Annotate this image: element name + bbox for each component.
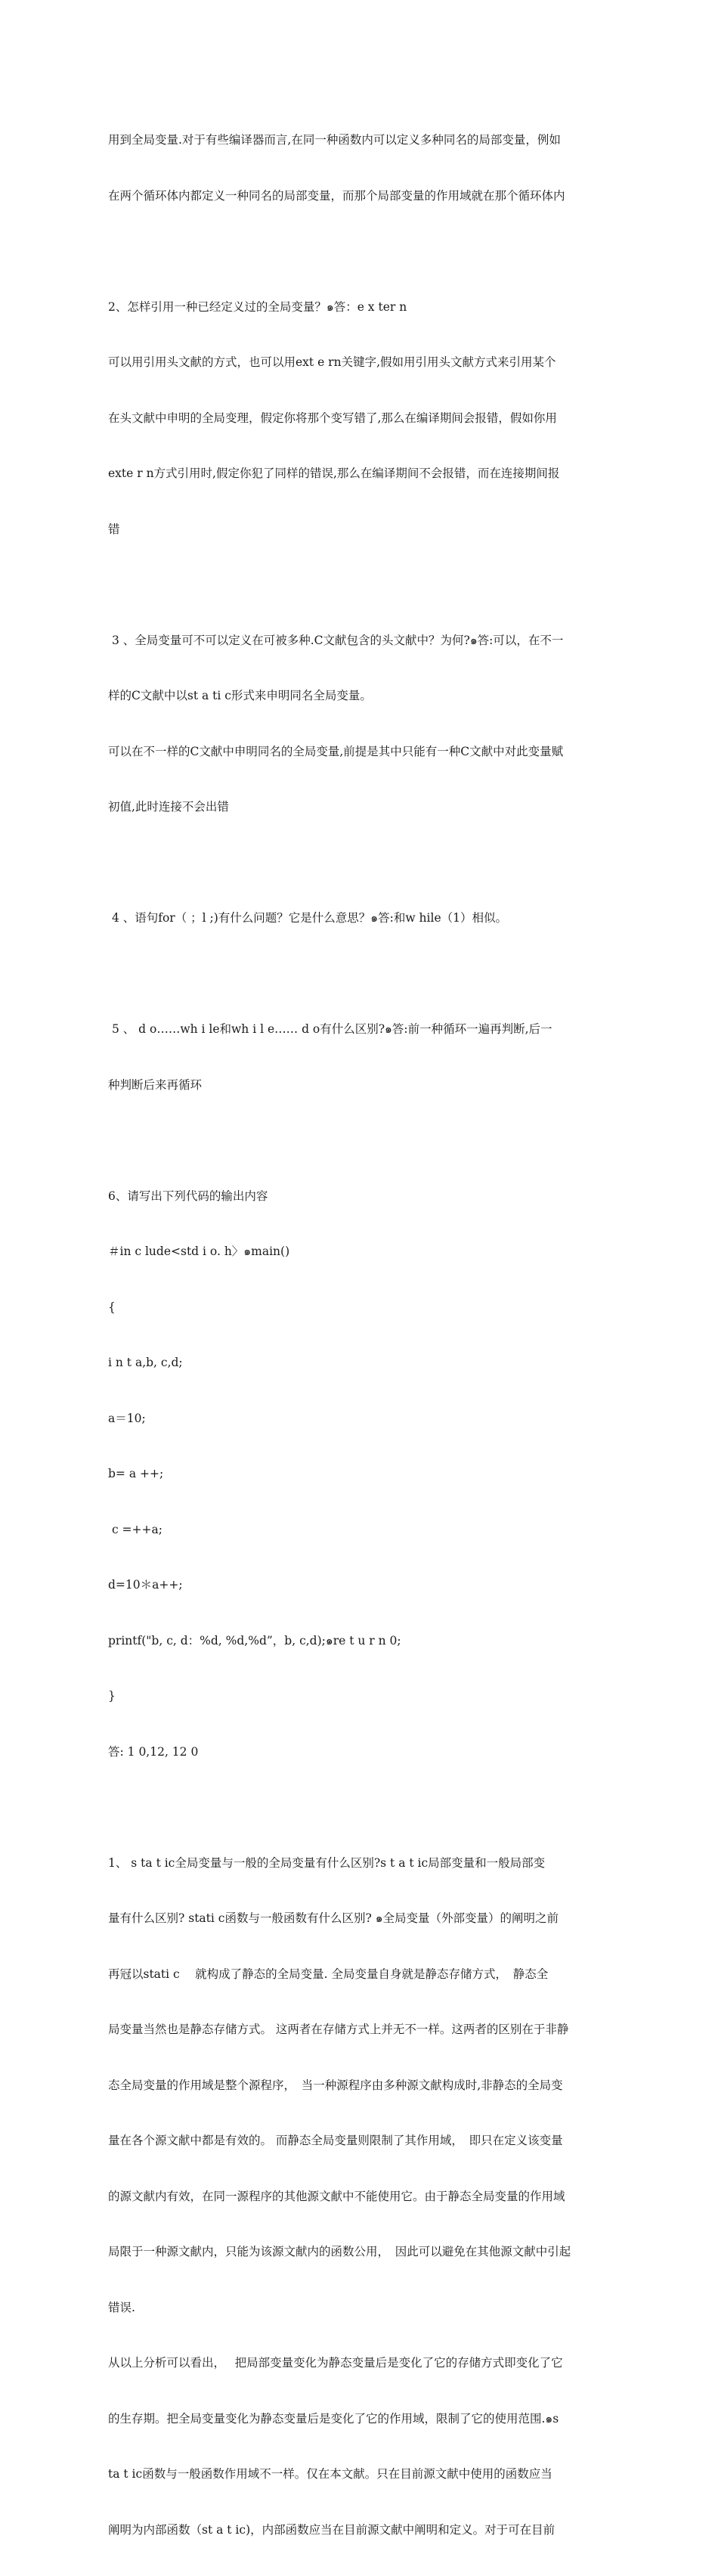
text-line: 用到全局变量.对于有些编译器而言,在同一种函数内可以定义多种同名的局部变量，例如 bbox=[108, 131, 613, 150]
text-line: 样的C文献中以st a ti c形式来申明同名全局变量。 bbox=[108, 687, 613, 705]
text-line: 错 bbox=[108, 520, 613, 539]
document-page bbox=[0, 0, 718, 1016]
text-line: 2、怎样引用一种已经定义过的全局变量？๑答：e x ter n bbox=[108, 298, 613, 317]
paragraph-question-5 bbox=[108, 983, 613, 1131]
text-line: 初值,此时连接不会出错 bbox=[108, 798, 613, 817]
paragraph-question-4 bbox=[108, 872, 613, 965]
text-line: 量在各个源文献中都是有效的。 而静态全局变量则限制了其作用域， 即只在定义该变量 bbox=[108, 2131, 613, 2150]
code-line: a＝10; bbox=[108, 1409, 613, 1428]
code-line: ＃in c lude<std i o. h〉๑main() bbox=[108, 1242, 613, 1261]
text-line: 可以在不一样的C文献中申明同名的全局变量,前提是其中只能有一种C文献中对此变量赋 bbox=[108, 742, 613, 761]
text-line: 局限于一种源文献内，只能为该源文献内的函数公用， 因此可以避免在其他源文献中引起 bbox=[108, 2243, 613, 2261]
text-line: 局变量当然也是静态存储方式。 这两者在存储方式上并无不一样。这两者的区别在于非静 bbox=[108, 2020, 613, 2039]
text-line: 在两个循环体内都定义一种同名的局部变量，而那个局部变量的作用域就在那个循环体内 bbox=[108, 187, 613, 206]
paragraph-question-6-code bbox=[108, 1150, 613, 1799]
text-line: 种判断后来再循环 bbox=[108, 1076, 613, 1095]
text-line: 3 、全局变量可不可以定义在可被多种.C文献包含的头文献中？为何?๑答:可以，在不一 bbox=[108, 631, 613, 650]
code-line: c =++a; bbox=[108, 1520, 613, 1539]
paragraph-intro bbox=[108, 94, 613, 242]
text-line: 错误. bbox=[108, 2299, 613, 2317]
text-line: 答: 1 0,12, 12 0 bbox=[108, 1743, 613, 1762]
text-line: exte r n方式引用时,假定你犯了同样的错误,那么在编译期间不会报错，而在连接期间报 bbox=[108, 464, 613, 483]
text-line: 可以用引用头文献的方式，也可以用ext e rn关键字,假如用引用头文献方式来引用某个 bbox=[108, 353, 613, 372]
code-line: i n t a,b, c,d; bbox=[108, 1353, 613, 1372]
text-line: 的生存期。把全局变量变化为静态变量后是变化了它的作用域，限制了它的使用范围.๑s bbox=[108, 2410, 613, 2429]
code-line: b= a ++; bbox=[108, 1465, 613, 1483]
text-line: 5 、 d o……wh i le和wh i l e…… d o有什么区别?๑答:前一种循环一遍再判断,后一 bbox=[108, 1020, 613, 1039]
text-line: 态全局变量的作用域是整个源程序， 当一种源程序由多种源文献构成时,非静态的全局变 bbox=[108, 2076, 613, 2095]
text-line: 的源文献内有效，在同一源程序的其他源文献中不能使用它。由于静态全局变量的作用域 bbox=[108, 2187, 613, 2206]
text-line: 量有什么区别? stati c函数与一般函数有什么区别? ๑全局变量（外部变量）的阐明之前 bbox=[108, 1909, 613, 1928]
paragraph-gap bbox=[108, 1798, 613, 1817]
text-line: 6、请写出下列代码的输出内容 bbox=[108, 1187, 613, 1206]
code-line: d=10＊a++; bbox=[108, 1576, 613, 1595]
paragraph-question-3 bbox=[108, 594, 613, 854]
code-line: printf("b, c, d：%d, %d,%d”，b, c,d);๑re t u r n 0; bbox=[108, 1632, 613, 1651]
paragraph-static-explanation bbox=[108, 1817, 613, 2576]
text-line: 阐明为内部函数（st a t ic)，内部函数应当在目前源文献中阐明和定义。对于可在目前 bbox=[108, 2521, 613, 2540]
paragraph-gap bbox=[108, 854, 613, 873]
text-line: 4 、语句for（ ；l ;)有什么问题？它是什么意思？๑答:和w hile（1）相似。 bbox=[108, 909, 613, 928]
paragraph-gap bbox=[108, 575, 613, 594]
paragraph-gap bbox=[108, 242, 613, 261]
paragraph-gap bbox=[108, 1131, 613, 1150]
paragraph-gap bbox=[108, 965, 613, 984]
text-line: ta t ic函数与一般函数作用域不一样。仅在本文献。只在目前源文献中使用的函数应当 bbox=[108, 2465, 613, 2484]
text-line: 在头文献中申明的全局变理，假定你将那个变写错了,那么在编译期间会报错，假如你用 bbox=[108, 409, 613, 428]
document-body bbox=[108, 94, 613, 2576]
text-line: 1、 s ta t ic全局变量与一般的全局变量有什么区别?s t a t ic局部变量和一般局部变 bbox=[108, 1854, 613, 1873]
paragraph-question-2 bbox=[108, 261, 613, 576]
code-line: { bbox=[108, 1298, 613, 1317]
code-line: } bbox=[108, 1687, 613, 1706]
text-line: 从以上分析可以看出， 把局部变量变化为静态变量后是变化了它的存储方式即变化了它 bbox=[108, 2354, 613, 2373]
text-line: 再冠以stati c 就构成了静态的全局变量. 全局变量自身就是静态存储方式， 静态全 bbox=[108, 1965, 613, 1984]
